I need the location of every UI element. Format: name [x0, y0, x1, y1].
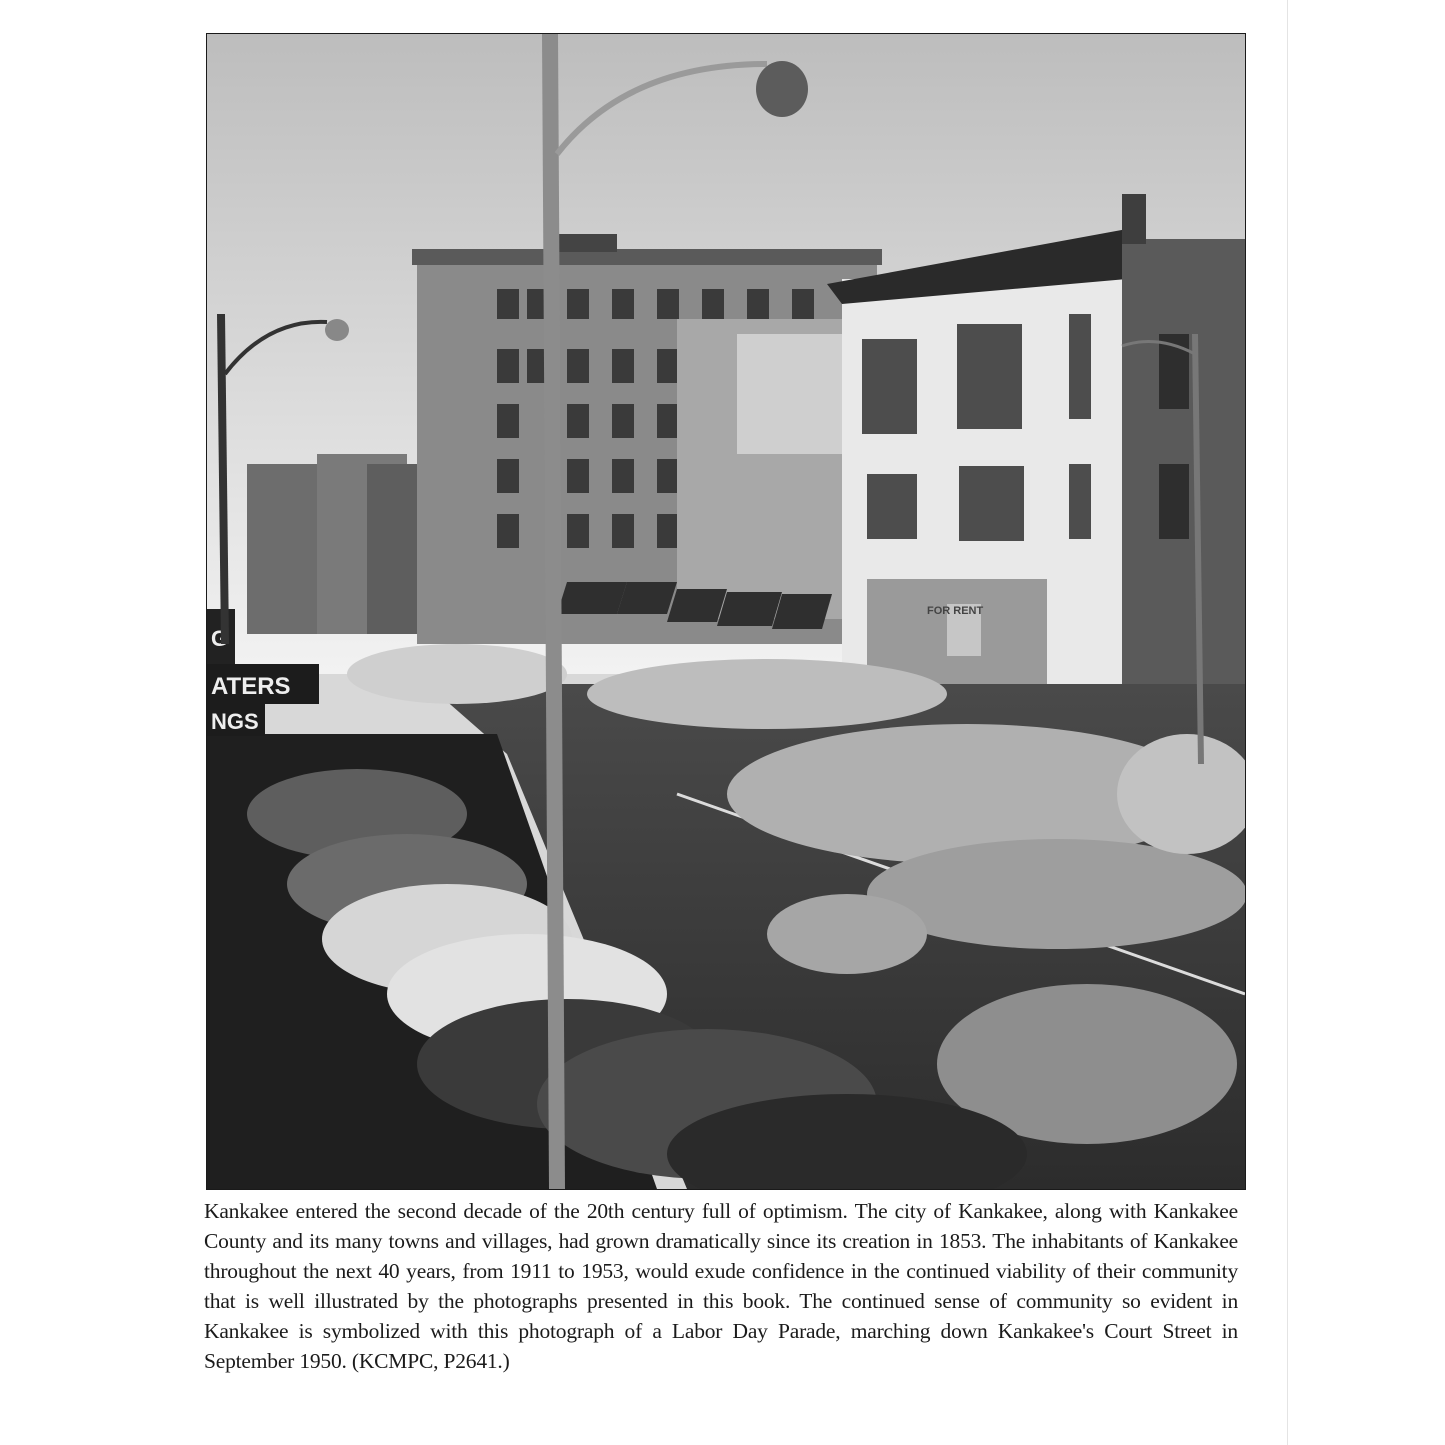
marquee-ngs: NGS — [211, 709, 259, 734]
parade-scene — [207, 34, 1245, 1189]
parade-photograph — [206, 33, 1246, 1190]
marquee-letter-g: G — [211, 626, 229, 651]
marquee-theaters: ATERS — [211, 673, 291, 700]
page-edge — [1287, 0, 1288, 1445]
distant-buildings — [247, 454, 417, 634]
brick-building — [1122, 194, 1245, 709]
corner-building — [827, 229, 1127, 709]
photo-caption: Kankakee entered the second decade of the 20th century full of optimism. The city of Kankakee, along with Kankakee County and its many towns and villages, had grown dramatically since its creation in 1853. The inhabitants of Kankakee throughout the next 40 years, from 1911 to 1953, would exude confidence in the continued viability of their community that is well illustrated by the photographs presented in this book. The continued sense of community so evident in Kankakee is symbolized with this photograph of a Labor Day Parade, marching down Kankakee's Court Street in September 1950. (KCMPC, P2641.) — [204, 1199, 1238, 1373]
for-rent-sign: FOR RENT — [927, 605, 984, 617]
